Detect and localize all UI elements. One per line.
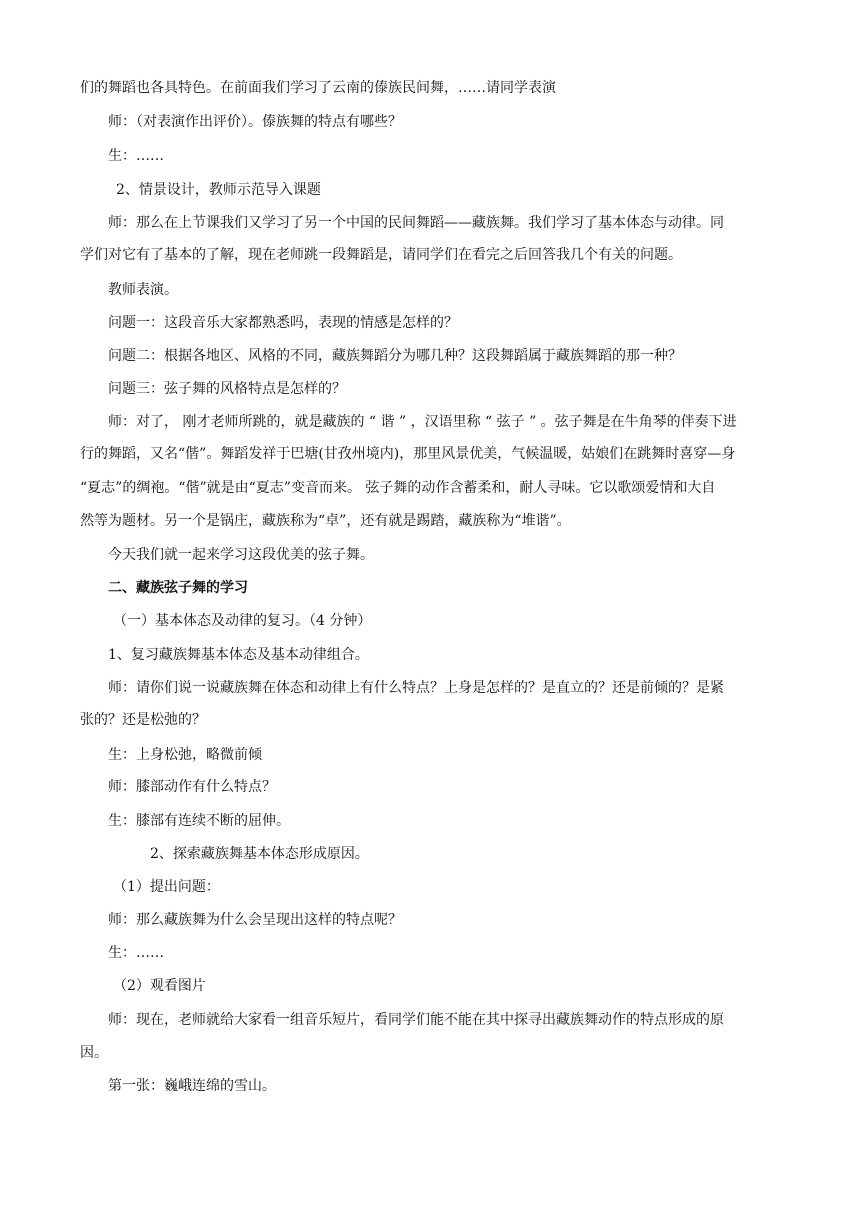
question-line: 问题一：这段音乐大家都熟悉吗，表现的情感是怎样的？ <box>108 315 458 331</box>
section-heading: 2、情景设计，教师示范导入课题 <box>116 182 321 198</box>
question-line: 问题二：根据各地区、风格的不同，藏族舞蹈分为哪几种？这段舞蹈属于藏族舞蹈的那一种？ <box>108 348 682 364</box>
text-line: 学们对它有了基本的了解，现在老师跳一段舞蹈是，请同学们在看完之后回答我几个有关的问题。 <box>80 247 682 263</box>
text-line: 师：请你们说一说藏族舞在体态和动律上有什么特点？上身是怎样的？是直立的？还是前倾的？是紧 <box>108 680 724 696</box>
text-line: 师：膝部动作有什么特点？ <box>108 779 276 795</box>
text-line: （2）观看图片 <box>113 978 206 994</box>
text-line: 1、复习藏族舞基本体态及基本动律组合。 <box>108 647 369 663</box>
text-line: 师：（对表演作出评价）。傣族舞的特点有哪些？ <box>108 114 402 130</box>
text-line: 师：对了， 刚才老师所跳的，就是藏族的 “ 谐 ” ，汉语里称 “ 弦子 ” 。弦子舞是在牛角琴的伴奏下进 <box>108 414 737 430</box>
text-line: 然等为题材。另一个是锅庄，藏族称为“卓”，还有就是踢踏，藏族称为“堆谐”。 <box>80 513 571 529</box>
text-line: 行的舞蹈，又名“偕”。舞蹈发祥于巴塘(甘孜州境内)，那里风景优美，气候温暖，姑娘们在跳舞时喜穿—身 <box>80 446 736 462</box>
text-line: 师：现在，老师就给大家看一组音乐短片，看同学们能不能在其中探寻出藏族舞动作的特点形成的原 <box>108 1012 724 1028</box>
text-line: 师：那么在上节课我们又学习了另一个中国的民间舞蹈——藏族舞。我们学习了基本体态与动律。同 <box>108 215 724 231</box>
text-line: （1）提出问题： <box>113 879 220 895</box>
text-line: 2、探索藏族舞基本体态形成原因。 <box>150 846 369 862</box>
text-line: 们的舞蹈也各具特色。在前面我们学习了云南的傣族民间舞，……请同学表演 <box>80 80 556 96</box>
text-line: 张的？还是松弛的？ <box>80 712 206 728</box>
text-line: 第一张：巍峨连绵的雪山。 <box>108 1078 276 1094</box>
text-line: 生：…… <box>108 945 164 961</box>
question-line: 问题三：弦子舞的风格特点是怎样的？ <box>108 381 346 397</box>
text-line: 生：膝部有连续不断的屈伸。 <box>108 813 290 829</box>
text-line: “夏志”的绸袍。“偕”就是由“夏志”变音而来。 弦子舞的动作含蓄柔和，耐人寻味。它以歌颂爱情和大自 <box>80 480 716 496</box>
text-line: 教师表演。 <box>108 282 178 298</box>
text-line: 因。 <box>80 1045 108 1061</box>
text-line: 今天我们就一起来学习这段优美的弦子舞。 <box>108 547 374 563</box>
subsection-heading: （一）基本体态及动律的复习。（4 分钟） <box>113 613 372 629</box>
text-line: 生：上身松弛，略微前倾 <box>108 747 262 763</box>
text-line: 生：…… <box>108 148 164 164</box>
text-line: 师：那么藏族舞为什么会呈现出这样的特点呢？ <box>108 912 402 928</box>
section-heading: 二、藏族弦子舞的学习 <box>108 580 248 596</box>
